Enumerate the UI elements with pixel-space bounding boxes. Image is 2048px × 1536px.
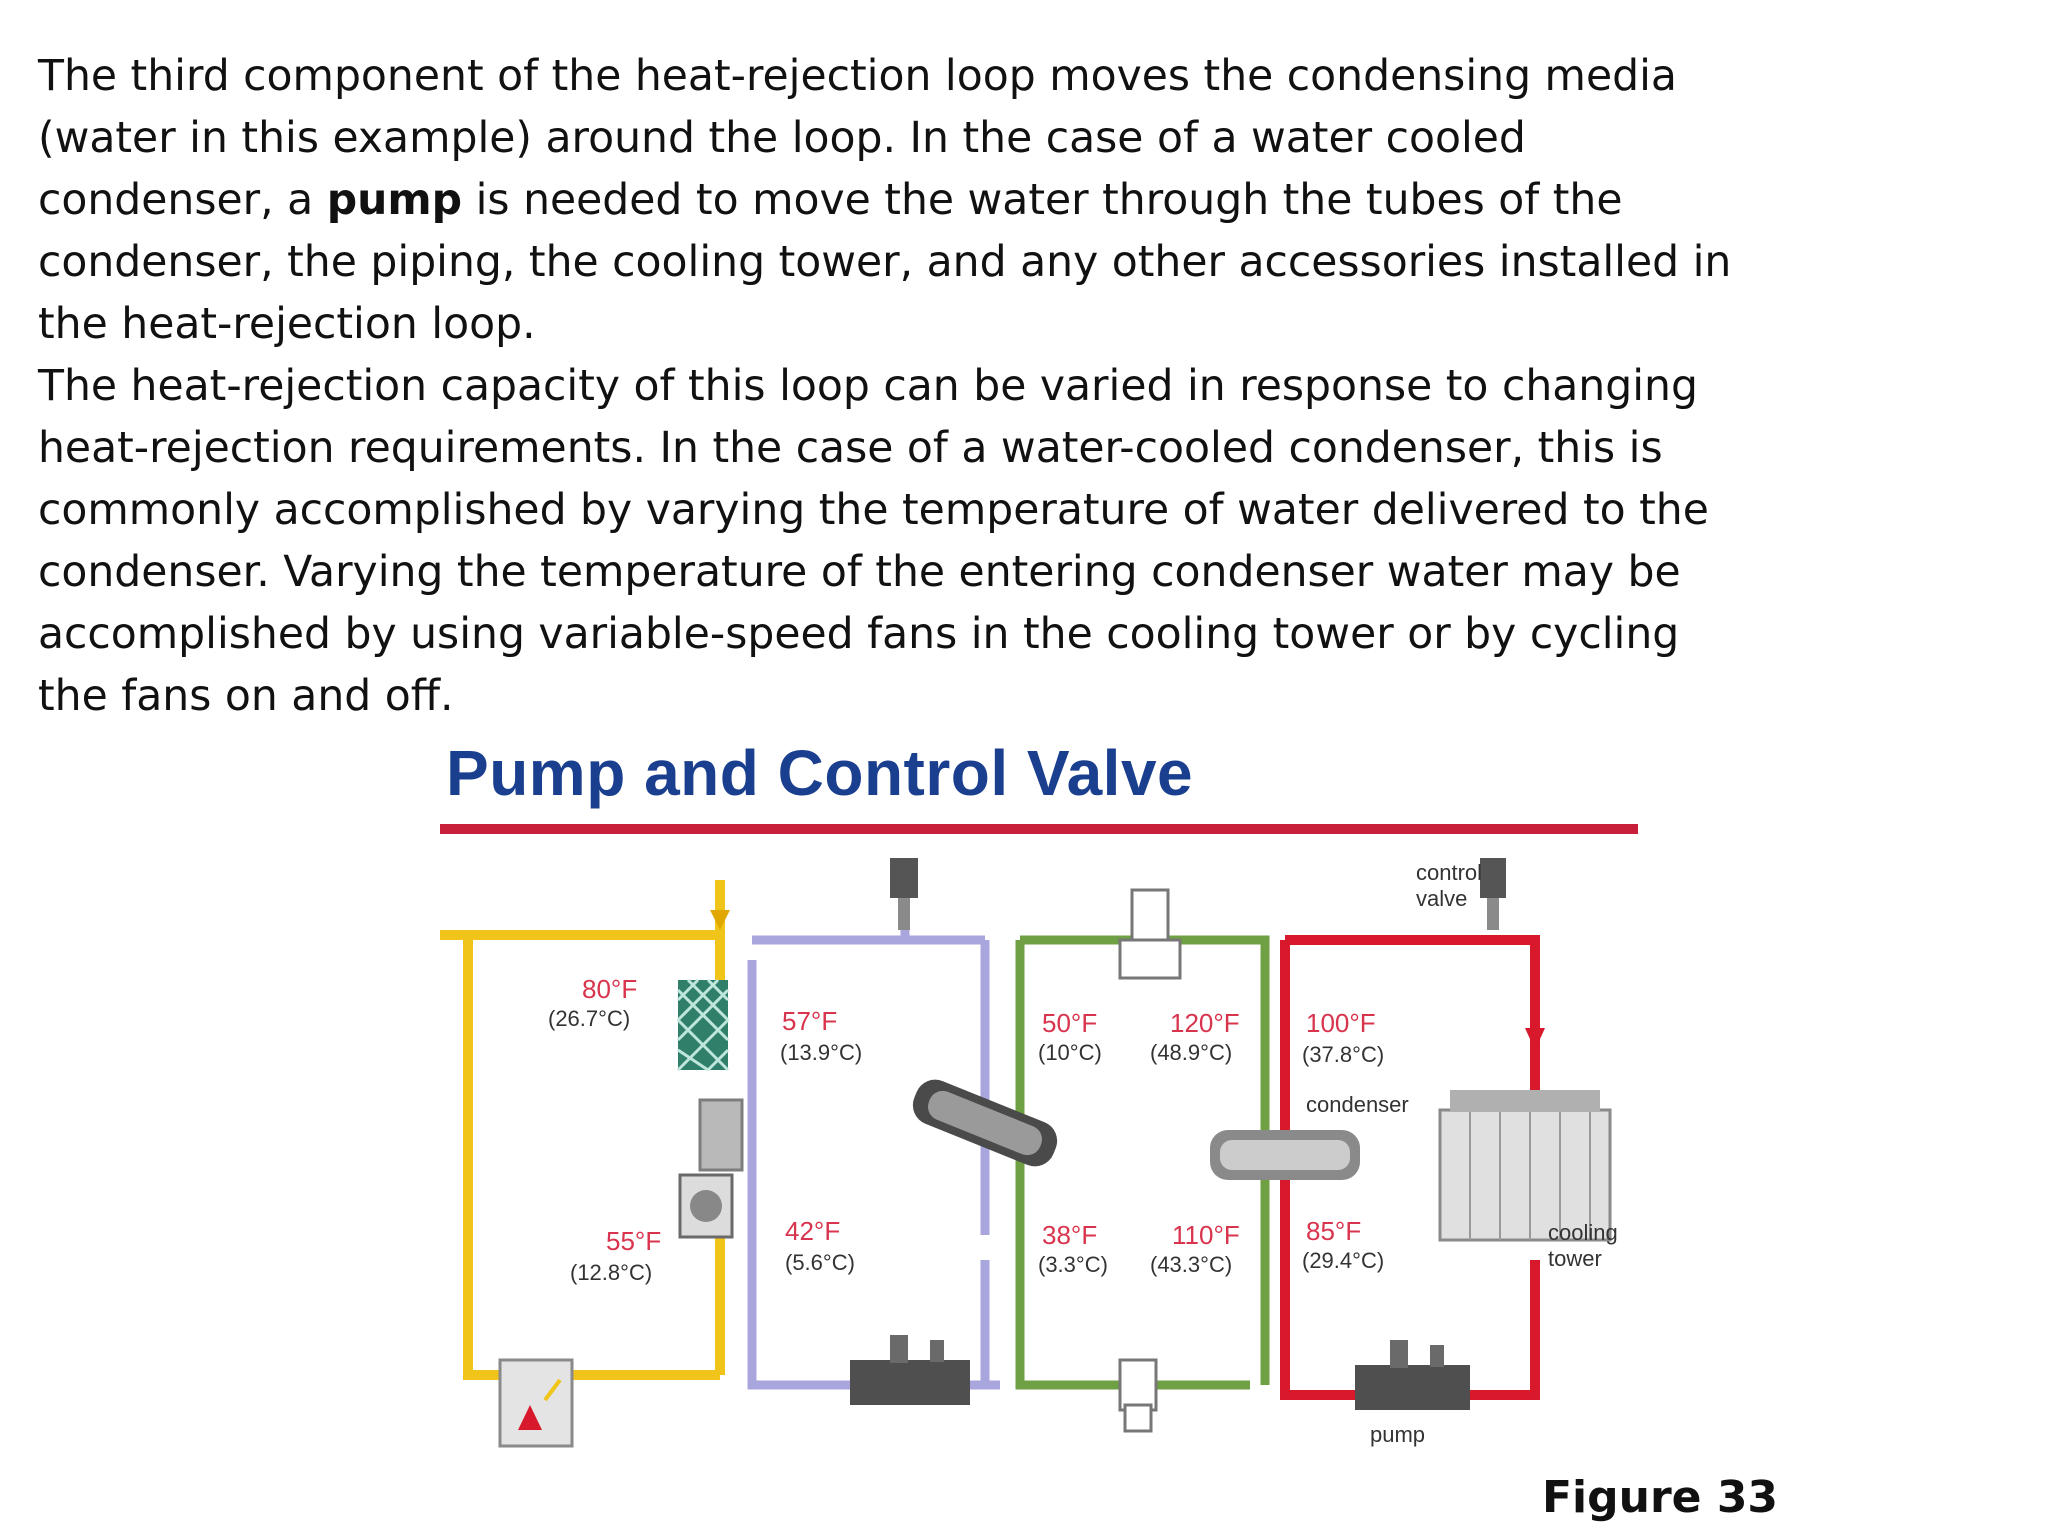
temp-57c: (13.9°C): [780, 1040, 863, 1065]
figure-title: Pump and Control Valve: [446, 737, 1194, 809]
temp-42f: 42°F: [785, 1216, 841, 1246]
cooling-tower-icon: [1440, 1090, 1610, 1240]
temp-38f: 38°F: [1042, 1220, 1098, 1250]
label-control-valve-line2: valve: [1416, 886, 1468, 911]
body-text: [38, 46, 1758, 728]
paragraph-1-end: is needed to move the water through the tubes of the condenser, the piping, the cooling tower, and any other accessories installed in the heat-rejection loop.: [38, 176, 1732, 349]
temp-80f: 80°F: [582, 974, 638, 1004]
label-pump: pump: [1370, 1422, 1426, 1447]
label-cooling-tower-line2: tower: [1548, 1246, 1602, 1271]
bold-term-pump: pump: [326, 176, 463, 225]
hvac-loop-diagram: [420, 840, 1660, 1490]
temp-120c: (48.9°C): [1150, 1040, 1233, 1065]
figure-caption: Figure 33: [1542, 1472, 1779, 1523]
temp-42c: (5.6°C): [785, 1250, 855, 1275]
temp-38c: (3.3°C): [1038, 1252, 1108, 1277]
temp-50f: 50°F: [1042, 1008, 1098, 1038]
expansion-valve-icon: [1120, 890, 1180, 978]
label-cooling-tower-line1: cooling: [1548, 1220, 1618, 1245]
condenser-control-valve-icon: [1480, 858, 1506, 930]
chilled-water-pump-icon: [850, 1335, 970, 1405]
paragraph-1: [38, 46, 1758, 356]
label-control-valve-line1: control: [1416, 860, 1483, 885]
temp-120f: 120°F: [1170, 1008, 1240, 1038]
temp-110f: 110°F: [1172, 1220, 1240, 1250]
paragraph-2: The heat-rejection capacity of this loop can be varied in response to changing heat-rejection requirements. In the case of a water-cooled condenser, this is commonly accomplished by varying the temperature of water delivered to the condenser. Varying the temperature of the entering condenser water may be accomplished by using variable-speed fans in the cooling tower or by cycling the fans on and off.: [38, 362, 1709, 721]
temp-50c: (10°C): [1038, 1040, 1102, 1065]
condenser-loop-arrow-down: [1525, 1028, 1545, 1050]
temp-57f: 57°F: [782, 1006, 838, 1036]
chilled-water-control-valve-icon: [890, 858, 918, 930]
air-handler-fan-icon: [700, 1100, 742, 1170]
label-condenser: condenser: [1306, 1092, 1409, 1117]
condenser-icon: [1210, 1130, 1360, 1180]
temp-85c: (29.4°C): [1302, 1248, 1385, 1273]
condenser-water-pump-icon: [1355, 1340, 1470, 1410]
compressor-icon: [1120, 1360, 1156, 1431]
temp-100f: 100°F: [1306, 1008, 1376, 1038]
cooling-coil-icon: [678, 980, 728, 1070]
temp-85f: 85°F: [1306, 1216, 1362, 1246]
temp-55c: (12.8°C): [570, 1260, 653, 1285]
zone-box-icon: [500, 1360, 572, 1446]
air-loop-pipe: [440, 880, 720, 1375]
figure-title-rule: [440, 824, 1638, 834]
air-loop-arrow-down: [710, 910, 730, 930]
temp-110c: (43.3°C): [1150, 1252, 1233, 1277]
paragraph-1-start: The third component of the heat-rejection loop moves the condensing media (water in this example) around the loop. In the case of a water cooled condenser, a: [38, 52, 1677, 225]
supply-fan-icon: [680, 1175, 732, 1237]
temp-100c: (37.8°C): [1302, 1042, 1385, 1067]
temp-55f: 55°F: [606, 1226, 662, 1256]
temp-80c: (26.7°C): [548, 1006, 631, 1031]
